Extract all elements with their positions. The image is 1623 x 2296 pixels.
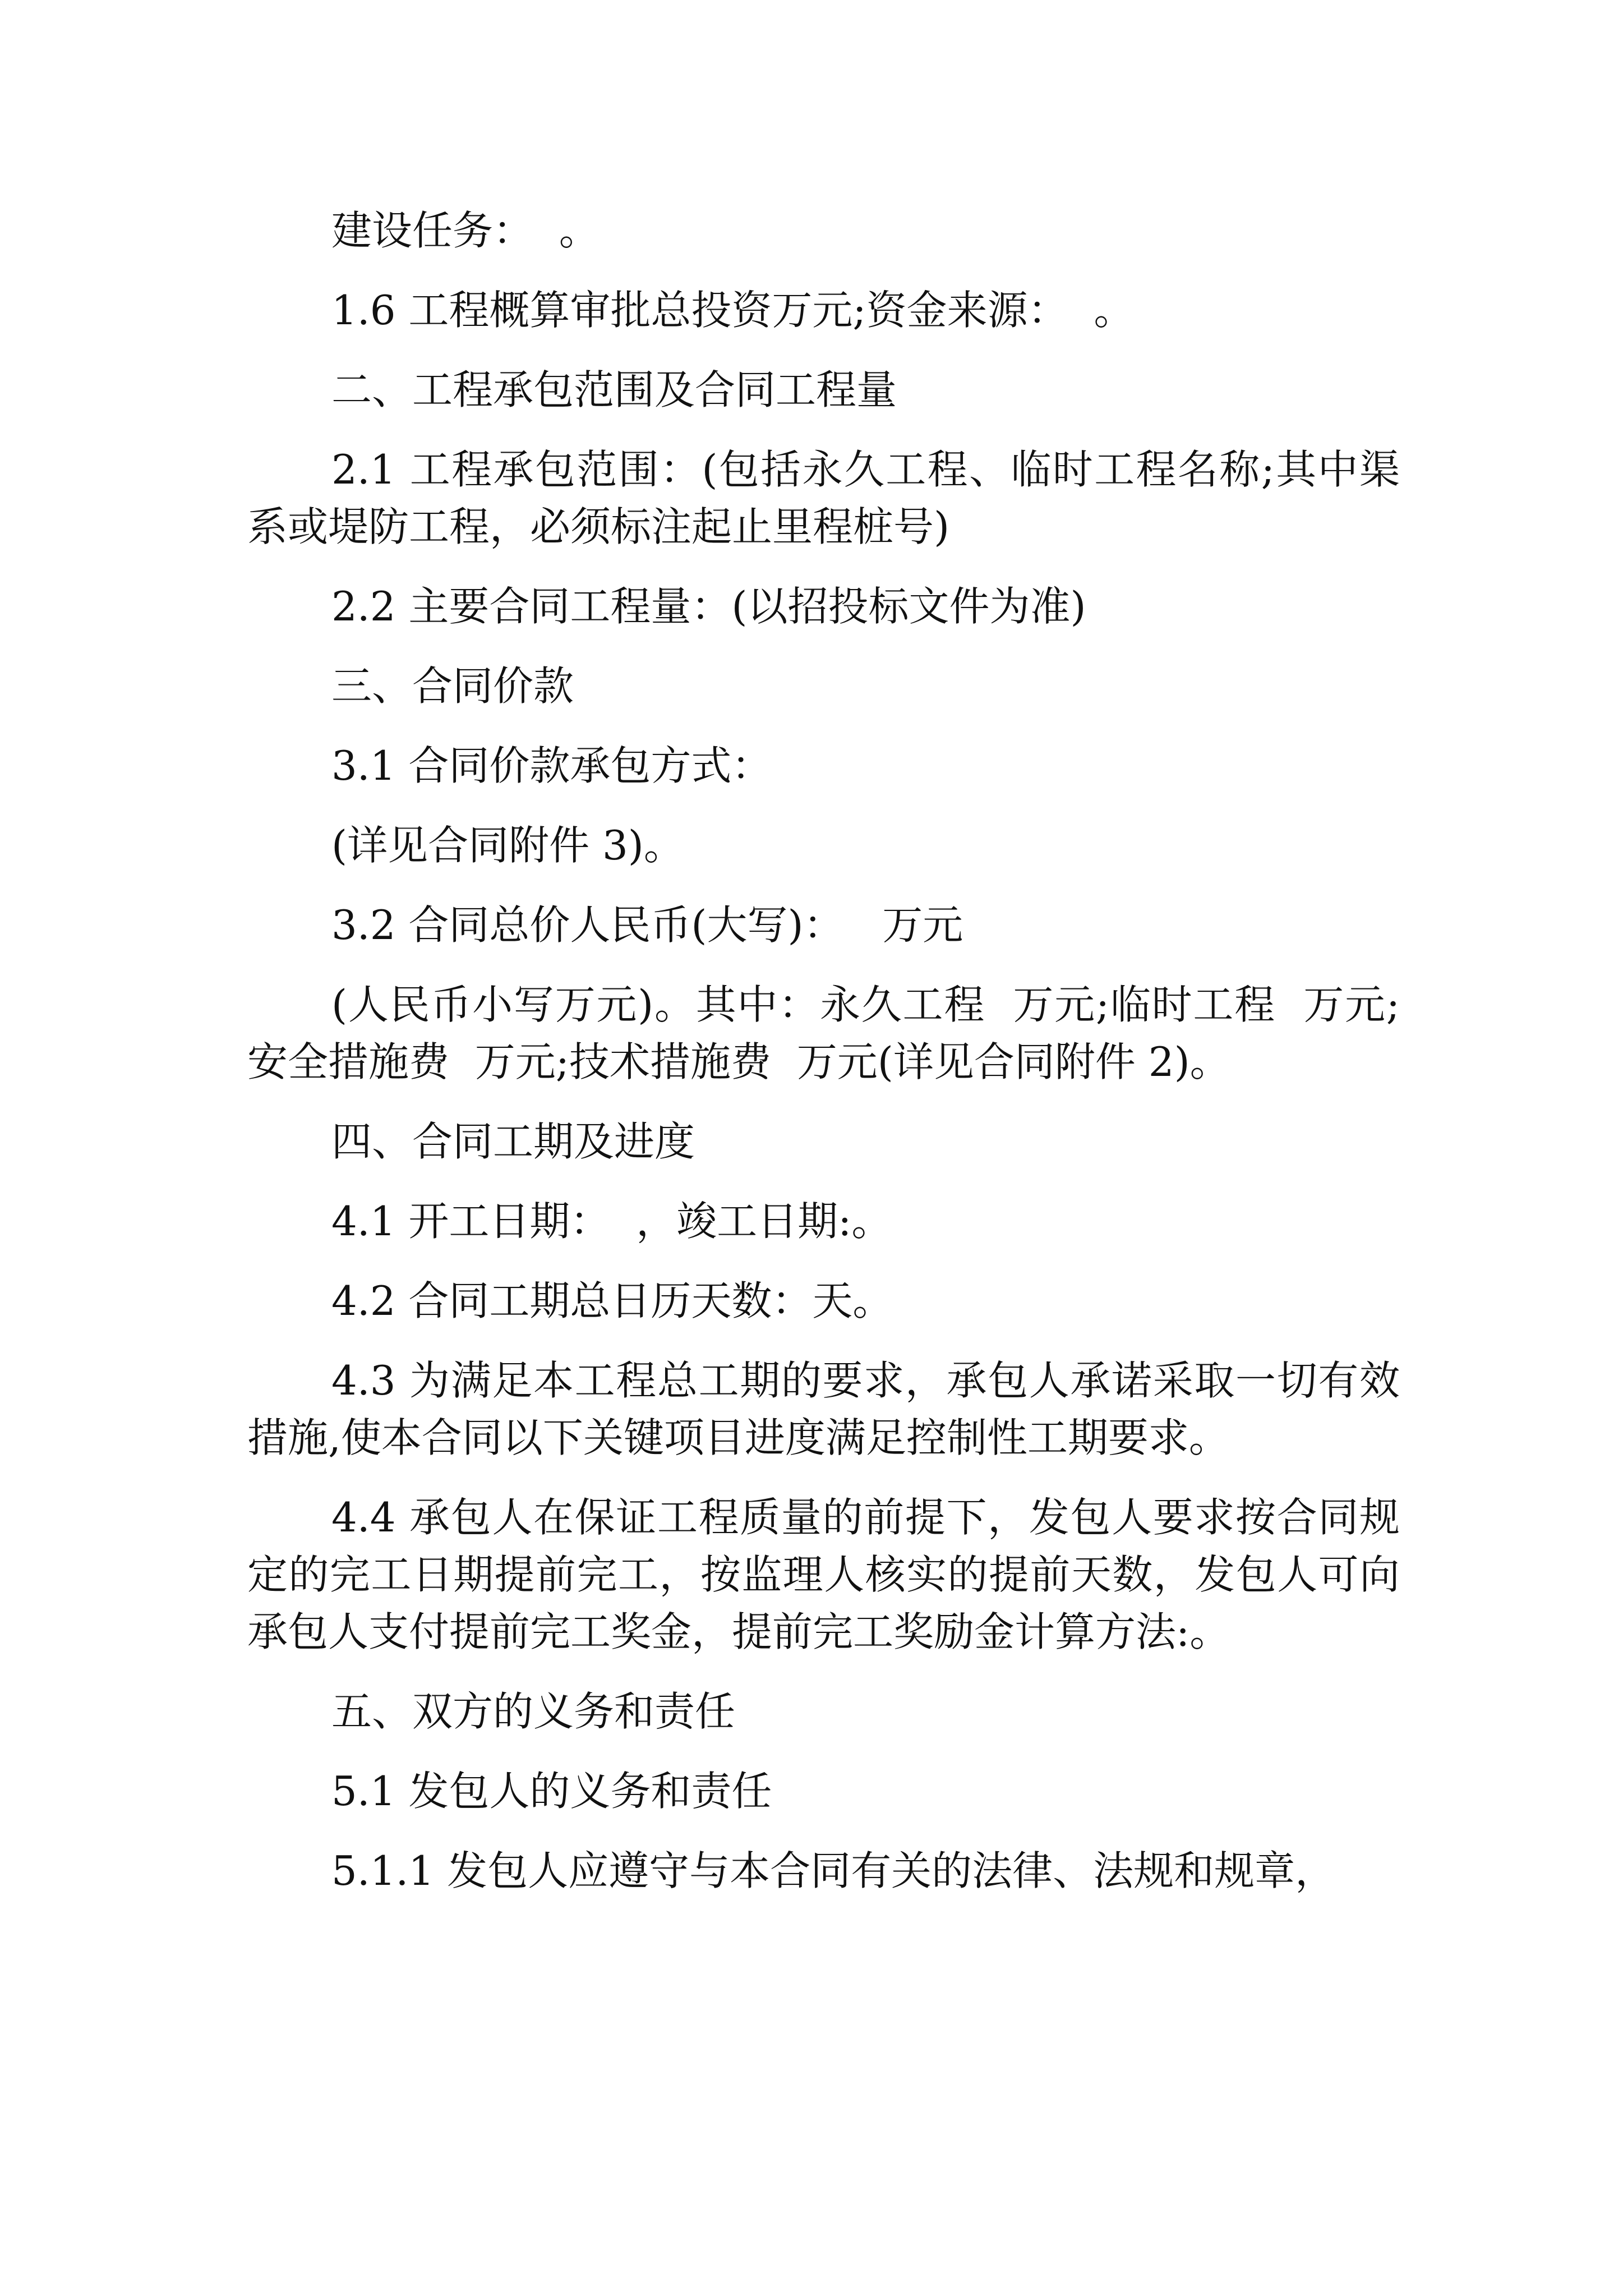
paragraph-2-1-scope: 2.1 工程承包范围：(包括永久工程、临时工程名称;其中渠系或堤防工程，必须标注起止里程桩号) (247, 446, 1400, 550)
document-body (247, 202, 1400, 1922)
paragraph-4-1-dates: 4.1 开工日期： ，竣工日期:。 (331, 1198, 892, 1245)
heading-section-3: 三、合同价款 (331, 662, 574, 710)
paragraph-4-2-duration: 4.2 合同工期总日历天数：天。 (331, 1277, 893, 1324)
heading-section-2: 二、工程承包范围及合同工程量 (331, 366, 897, 413)
paragraph-2-2-quantities: 2.2 主要合同工程量：(以招投标文件为准) (331, 583, 1086, 630)
paragraph-4-4-bonus: 4.4 承包人在保证工程质量的前提下，发包人要求按合同规定的完工日期提前完工，按监理人核实的提前天数，发包人可向承包人支付提前完工奖金，提前完工奖励金计算方法:。 (247, 1494, 1400, 1655)
paragraph-3-1-method: 3.1 合同价款承包方式： (331, 742, 772, 789)
paragraph-annex-3: (详见合同附件 3)。 (331, 822, 684, 869)
heading-section-5: 五、双方的义务和责任 (331, 1688, 736, 1735)
paragraph-5-1-employer: 5.1 发包人的义务和责任 (331, 1768, 772, 1815)
paragraph-4-3-schedule: 4.3 为满足本工程总工期的要求，承包人承诺采取一切有效措施,使本合同以下关键项目进度满足控制性工期要求。 (247, 1357, 1400, 1461)
paragraph-3-2-total-price: 3.2 合同总价人民币(大写)： 万元 (331, 901, 963, 949)
paragraph-5-1-1-laws: 5.1.1 发包人应遵守与本合同有关的法律、法规和规章， (331, 1847, 1336, 1894)
paragraph-1-6-investment: 1.6 工程概算审批总投资万元;资金来源： 。 (331, 287, 1135, 334)
paragraph-construction-task: 建设任务： 。 (331, 207, 600, 254)
paragraph-price-breakdown: (人民币小写万元)。其中：永久工程 万元;临时工程 万元;安全措施费 万元;技术措施费 万元(详见合同附件 2)。 (247, 981, 1400, 1085)
heading-section-4: 四、合同工期及进度 (331, 1118, 695, 1165)
